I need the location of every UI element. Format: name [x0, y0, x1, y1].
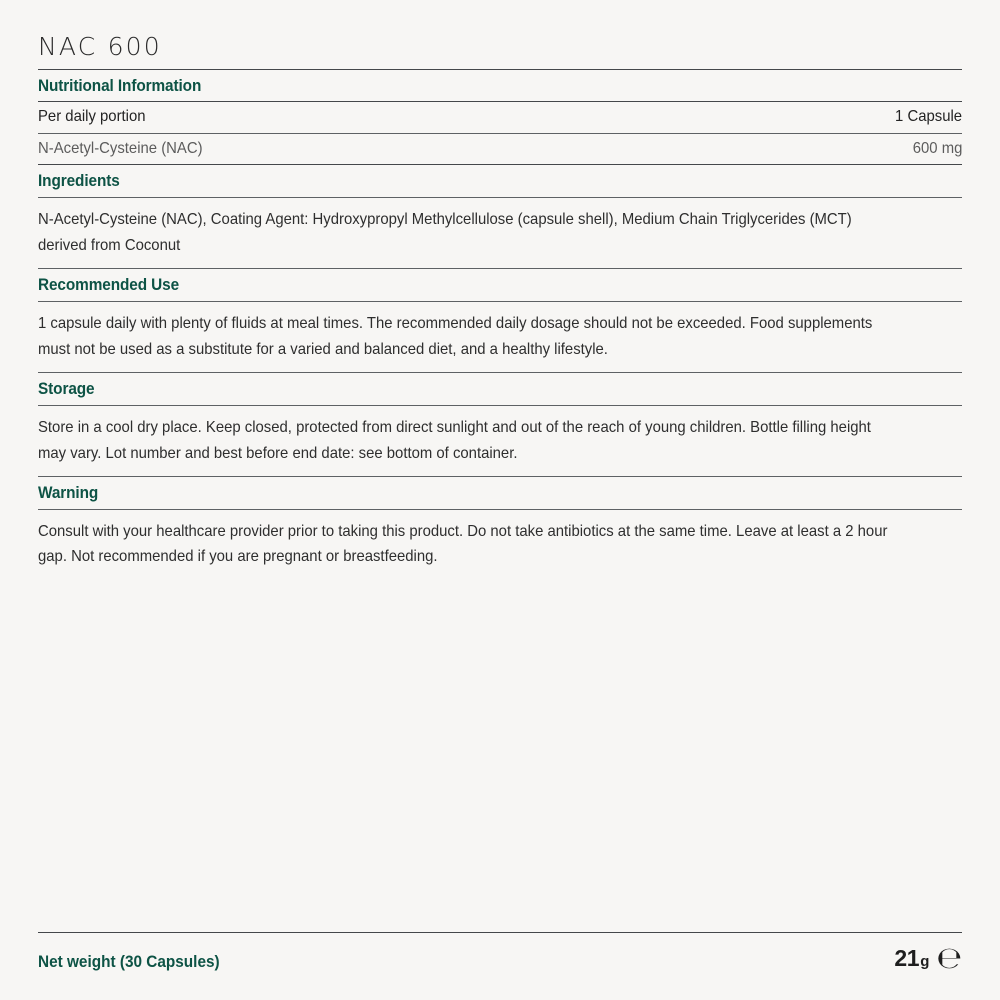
section-header-recommended-use: Recommended Use — [38, 276, 180, 295]
nutrition-column-label-right: 1 Capsule — [894, 108, 962, 126]
nutrient-amount: 600 mg — [912, 139, 962, 157]
net-weight-unit: g — [920, 953, 930, 970]
nutrition-table-header-row — [38, 102, 962, 132]
recommended-use-text: 1 capsule daily with plenty of fluids at meal times. The recommended daily dosage should not be exceeded. Food supplements must not be used as a substitute for a varied and balanced diet, and a healthy lifestyle. — [38, 315, 873, 358]
estimated-sign-icon: ℮ — [936, 941, 962, 976]
page-title: NAC 600 — [38, 32, 162, 61]
section-header-storage: Storage — [38, 379, 95, 398]
nutrition-column-label-left: Per daily portion — [38, 108, 146, 126]
storage-text: Store in a cool dry place. Keep closed, protected from direct sunlight and out of the reach of young children. Bottle filling height may vary. Lot number and best before end date: see bottom of container. — [38, 418, 871, 462]
net-weight-value: 21 — [894, 945, 920, 971]
section-header-ingredients: Ingredients — [38, 172, 120, 191]
net-weight-value-group — [894, 941, 962, 976]
ingredients-text: N-Acetyl-Cysteine (NAC), Coating Agent: Hydroxypropyl Methylcellulose (capsule shell), Medium Chain Triglycerides (MCT) derived from Coconut — [38, 211, 852, 255]
whitespace-spacer — [38, 579, 962, 932]
footer — [38, 933, 962, 976]
section-header-nutritional-information: Nutritional Information — [38, 76, 202, 95]
net-weight-label: Net weight (30 Capsules) — [38, 953, 220, 971]
warning-text: Consult with your healthcare provider prior to taking this product. Do not take antibiotics at the same time. Leave at least a 2 hour gap. Not recommended if you are pregnant or breastfeeding. — [38, 522, 888, 566]
nutrient-name: N-Acetyl-Cysteine (NAC) — [38, 139, 203, 157]
table-row — [38, 134, 962, 164]
section-header-warning: Warning — [38, 483, 99, 502]
